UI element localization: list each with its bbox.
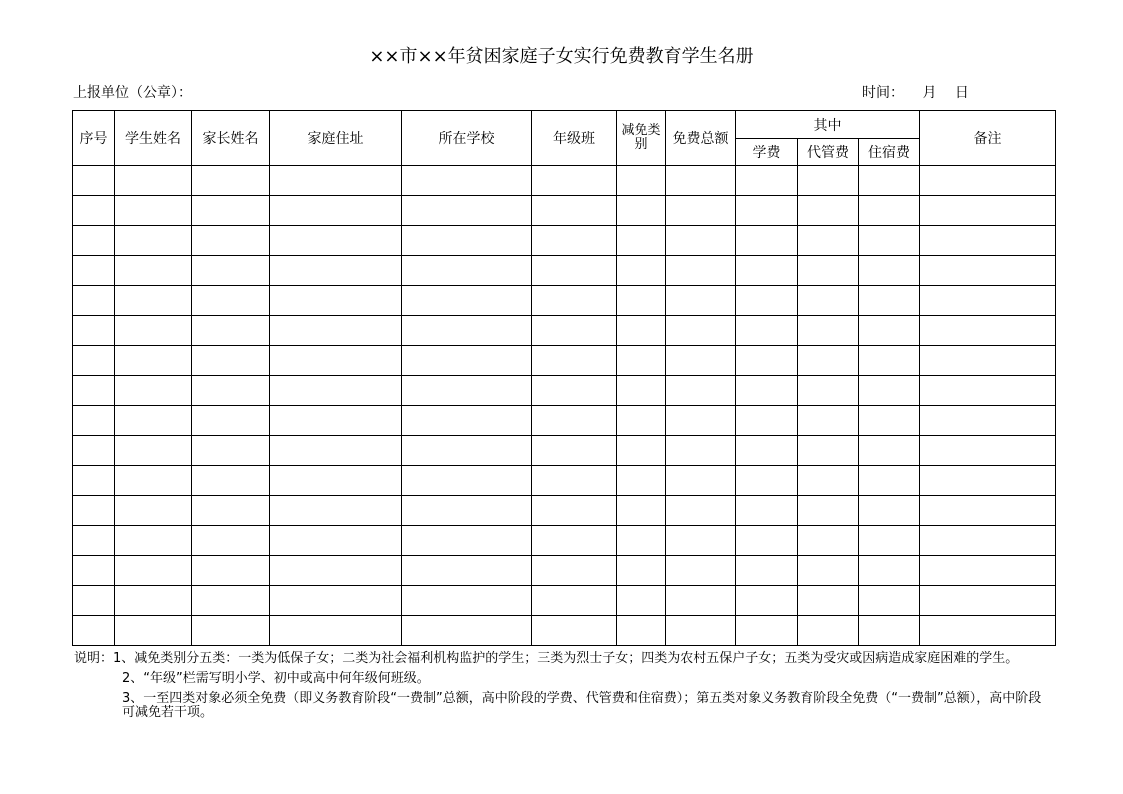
table-cell[interactable] <box>798 406 859 436</box>
col-header-grade-class: 年级班 <box>532 111 617 166</box>
col-header-parent-name: 家长姓名 <box>192 111 270 166</box>
table-cell[interactable] <box>617 316 666 346</box>
table-cell[interactable] <box>192 346 270 376</box>
table-cell[interactable] <box>115 226 192 256</box>
table-cell[interactable] <box>73 226 115 256</box>
table-cell[interactable] <box>402 436 532 466</box>
notes <box>74 652 1049 726</box>
table-cell[interactable] <box>798 496 859 526</box>
table-cell[interactable] <box>402 166 532 196</box>
table-cell[interactable] <box>115 466 192 496</box>
table-cell[interactable] <box>115 316 192 346</box>
table-row <box>73 586 1056 616</box>
table-cell[interactable] <box>270 196 402 226</box>
table-cell[interactable] <box>617 466 666 496</box>
table-cell[interactable] <box>532 436 617 466</box>
table-cell[interactable] <box>666 496 736 526</box>
table-row <box>73 496 1056 526</box>
table-cell[interactable] <box>617 166 666 196</box>
table-cell[interactable] <box>192 286 270 316</box>
table-cell[interactable] <box>270 436 402 466</box>
table-cell[interactable] <box>192 376 270 406</box>
table-cell[interactable] <box>532 586 617 616</box>
table-cell[interactable] <box>666 196 736 226</box>
table-cell[interactable] <box>798 316 859 346</box>
table-cell[interactable] <box>666 556 736 586</box>
table-cell[interactable] <box>798 616 859 646</box>
table-cell[interactable] <box>192 586 270 616</box>
table-cell[interactable] <box>402 586 532 616</box>
table-cell[interactable] <box>73 286 115 316</box>
table-cell[interactable] <box>736 436 798 466</box>
table-cell[interactable] <box>115 346 192 376</box>
table-cell[interactable] <box>73 466 115 496</box>
table-cell[interactable] <box>402 196 532 226</box>
table-cell[interactable] <box>73 346 115 376</box>
table-cell[interactable] <box>920 436 1056 466</box>
table-cell[interactable] <box>666 166 736 196</box>
note-1: 说明：1、减免类别分五类：一类为低保子女；二类为社会福利机构监护的学生；三类为烈士子女；四类为农村五保户子女；五类为受灾或因病造成家庭困难的学生。 <box>74 651 1019 666</box>
table-cell[interactable] <box>736 346 798 376</box>
table-cell[interactable] <box>798 286 859 316</box>
table-cell[interactable] <box>617 346 666 376</box>
table-cell[interactable] <box>192 406 270 436</box>
table-row <box>73 256 1056 286</box>
table-cell[interactable] <box>666 226 736 256</box>
table-cell[interactable] <box>798 226 859 256</box>
table-cell[interactable] <box>798 586 859 616</box>
table-cell[interactable] <box>73 616 115 646</box>
table-cell[interactable] <box>532 256 617 286</box>
table-cell[interactable] <box>532 616 617 646</box>
table-cell[interactable] <box>617 586 666 616</box>
table-cell[interactable] <box>192 556 270 586</box>
table-cell[interactable] <box>532 196 617 226</box>
table-cell[interactable] <box>115 556 192 586</box>
table-cell[interactable] <box>192 166 270 196</box>
table-cell[interactable] <box>920 526 1056 556</box>
table-cell[interactable] <box>73 586 115 616</box>
table-cell[interactable] <box>920 346 1056 376</box>
table-cell[interactable] <box>270 166 402 196</box>
table-cell[interactable] <box>532 496 617 526</box>
table-row <box>73 376 1056 406</box>
month-text: 月 <box>922 85 937 101</box>
table-row <box>73 616 1056 646</box>
table-cell[interactable] <box>798 436 859 466</box>
table-cell[interactable] <box>736 316 798 346</box>
table-cell[interactable] <box>666 526 736 556</box>
table-row <box>73 436 1056 466</box>
table-cell[interactable] <box>532 286 617 316</box>
table-cell[interactable] <box>402 256 532 286</box>
table-cell[interactable] <box>402 226 532 256</box>
table-cell[interactable] <box>736 286 798 316</box>
table-cell[interactable] <box>532 406 617 436</box>
table-cell[interactable] <box>920 556 1056 586</box>
table-cell[interactable] <box>73 406 115 436</box>
table-cell[interactable] <box>617 616 666 646</box>
table-cell[interactable] <box>192 256 270 286</box>
table-cell[interactable] <box>73 556 115 586</box>
table-cell[interactable] <box>798 196 859 226</box>
table-cell[interactable] <box>73 256 115 286</box>
table-cell[interactable] <box>666 466 736 496</box>
table-cell[interactable] <box>115 616 192 646</box>
table-cell[interactable] <box>859 436 920 466</box>
table-cell[interactable] <box>270 586 402 616</box>
page-title: ××市××年贫困家庭子女实行免费教育学生名册 <box>369 46 754 67</box>
table-cell[interactable] <box>617 556 666 586</box>
table-cell[interactable] <box>617 406 666 436</box>
table-cell[interactable] <box>192 436 270 466</box>
table-cell[interactable] <box>666 436 736 466</box>
table-cell[interactable] <box>617 376 666 406</box>
table-row <box>73 556 1056 586</box>
table-cell[interactable] <box>798 166 859 196</box>
table-cell[interactable] <box>798 466 859 496</box>
col-header-reduction-type: 减免类别 <box>617 111 666 166</box>
table-cell[interactable] <box>666 616 736 646</box>
table-cell[interactable] <box>920 256 1056 286</box>
table-cell[interactable] <box>115 526 192 556</box>
table-cell[interactable] <box>617 256 666 286</box>
table-cell[interactable] <box>270 256 402 286</box>
table-cell[interactable] <box>73 166 115 196</box>
table-cell[interactable] <box>920 496 1056 526</box>
table-cell[interactable] <box>736 166 798 196</box>
table-cell[interactable] <box>736 256 798 286</box>
table-cell[interactable] <box>736 226 798 256</box>
table-cell[interactable] <box>859 556 920 586</box>
col-header-index: 序号 <box>73 111 115 166</box>
table-cell[interactable] <box>617 436 666 466</box>
table-cell[interactable] <box>270 496 402 526</box>
table-cell[interactable] <box>920 166 1056 196</box>
table-cell[interactable] <box>736 586 798 616</box>
table-cell[interactable] <box>859 616 920 646</box>
student-register-table <box>72 110 1056 646</box>
table-row <box>73 166 1056 196</box>
table-cell[interactable] <box>666 406 736 436</box>
table-cell[interactable] <box>270 286 402 316</box>
table-cell[interactable] <box>115 376 192 406</box>
table-cell[interactable] <box>920 406 1056 436</box>
table-cell[interactable] <box>859 196 920 226</box>
col-header-student-name: 学生姓名 <box>115 111 192 166</box>
table-cell[interactable] <box>859 346 920 376</box>
table-cell[interactable] <box>270 226 402 256</box>
table-cell[interactable] <box>402 466 532 496</box>
table-cell[interactable] <box>617 286 666 316</box>
table-cell[interactable] <box>115 196 192 226</box>
table-cell[interactable] <box>617 496 666 526</box>
table-row <box>73 406 1056 436</box>
table-cell[interactable] <box>859 466 920 496</box>
table-cell[interactable] <box>736 406 798 436</box>
note-3: 3、一至四类对象必须全免费（即义务教育阶段“一费制”总额，高中阶段的学费、代管费和住宿费）；第五类对象义务教育阶段全免费（“一费制”总额），高中阶段可减免若干项。 <box>122 691 1042 720</box>
table-cell[interactable] <box>270 466 402 496</box>
table-cell[interactable] <box>532 316 617 346</box>
table-cell[interactable] <box>617 526 666 556</box>
table-cell[interactable] <box>736 556 798 586</box>
table-cell[interactable] <box>736 496 798 526</box>
table-cell[interactable] <box>736 466 798 496</box>
table-cell[interactable] <box>859 526 920 556</box>
table-cell[interactable] <box>115 256 192 286</box>
table-cell[interactable] <box>192 316 270 346</box>
table-cell[interactable] <box>920 286 1056 316</box>
table-cell[interactable] <box>920 616 1056 646</box>
table-cell[interactable] <box>532 166 617 196</box>
table-cell[interactable] <box>666 316 736 346</box>
table-cell[interactable] <box>402 526 532 556</box>
col-header-boarding-fee: 住宿费 <box>859 139 920 166</box>
table-cell[interactable] <box>192 466 270 496</box>
table-cell[interactable] <box>859 226 920 256</box>
table-cell[interactable] <box>859 496 920 526</box>
table-cell[interactable] <box>798 346 859 376</box>
table-row <box>73 466 1056 496</box>
col-header-custody-fee: 代管费 <box>798 139 859 166</box>
table-cell[interactable] <box>192 496 270 526</box>
table-cell[interactable] <box>798 556 859 586</box>
col-header-remarks: 备注 <box>920 111 1056 166</box>
table-cell[interactable] <box>115 166 192 196</box>
table-cell[interactable] <box>617 196 666 226</box>
table-row <box>73 196 1056 226</box>
col-header-school: 所在学校 <box>402 111 532 166</box>
table-cell[interactable] <box>402 556 532 586</box>
table-row <box>73 346 1056 376</box>
table-cell[interactable] <box>73 376 115 406</box>
table-cell[interactable] <box>532 376 617 406</box>
table-cell[interactable] <box>532 346 617 376</box>
col-header-free-total: 免费总额 <box>666 111 736 166</box>
table-cell[interactable] <box>402 346 532 376</box>
table-cell[interactable] <box>859 166 920 196</box>
day-text: 日 <box>954 85 969 101</box>
table-cell[interactable] <box>402 616 532 646</box>
table-cell[interactable] <box>532 466 617 496</box>
table-cell[interactable] <box>192 226 270 256</box>
table-cell[interactable] <box>859 256 920 286</box>
time-label <box>862 82 969 102</box>
table-cell[interactable] <box>736 376 798 406</box>
table-cell[interactable] <box>192 526 270 556</box>
table-cell[interactable] <box>920 586 1056 616</box>
table-cell[interactable] <box>859 406 920 436</box>
table-cell[interactable] <box>115 496 192 526</box>
table-cell[interactable] <box>666 376 736 406</box>
col-header-tuition: 学费 <box>736 139 798 166</box>
table-cell[interactable] <box>920 376 1056 406</box>
col-header-of-which: 其中 <box>736 111 920 139</box>
table-cell[interactable] <box>402 496 532 526</box>
table-cell[interactable] <box>270 346 402 376</box>
table-cell[interactable] <box>736 526 798 556</box>
table-cell[interactable] <box>798 526 859 556</box>
table-cell[interactable] <box>532 226 617 256</box>
table-cell[interactable] <box>920 226 1056 256</box>
table-cell[interactable] <box>666 586 736 616</box>
table-cell[interactable] <box>859 376 920 406</box>
table-cell[interactable] <box>270 556 402 586</box>
table-cell[interactable] <box>402 286 532 316</box>
table-cell[interactable] <box>532 526 617 556</box>
table-cell[interactable] <box>402 316 532 346</box>
table-cell[interactable] <box>73 496 115 526</box>
table-cell[interactable] <box>73 526 115 556</box>
table-cell[interactable] <box>666 346 736 376</box>
table-cell[interactable] <box>859 316 920 346</box>
table-row <box>73 226 1056 256</box>
table-cell[interactable] <box>402 376 532 406</box>
table-cell[interactable] <box>270 376 402 406</box>
reporting-unit-label: 上报单位（公章）： <box>73 85 192 101</box>
table-cell[interactable] <box>115 436 192 466</box>
table-cell[interactable] <box>115 586 192 616</box>
table-cell[interactable] <box>920 196 1056 226</box>
table-cell[interactable] <box>736 196 798 226</box>
table-cell[interactable] <box>270 616 402 646</box>
table-cell[interactable] <box>666 286 736 316</box>
table-row <box>73 316 1056 346</box>
note-2: 2、“年级”栏需写明小学、初中或高中何年级何班级。 <box>122 671 430 686</box>
table-cell[interactable] <box>798 256 859 286</box>
table-cell[interactable] <box>920 466 1056 496</box>
table-row <box>73 286 1056 316</box>
table-cell[interactable] <box>402 406 532 436</box>
table-cell[interactable] <box>73 436 115 466</box>
table-cell[interactable] <box>617 226 666 256</box>
table-cell[interactable] <box>798 376 859 406</box>
table-cell[interactable] <box>115 286 192 316</box>
table-cell[interactable] <box>920 316 1056 346</box>
table-cell[interactable] <box>73 316 115 346</box>
table-cell[interactable] <box>270 526 402 556</box>
table-cell[interactable] <box>859 586 920 616</box>
table-row <box>73 526 1056 556</box>
table-cell[interactable] <box>270 316 402 346</box>
table-cell[interactable] <box>73 196 115 226</box>
table-cell[interactable] <box>192 616 270 646</box>
table-cell[interactable] <box>859 286 920 316</box>
table-cell[interactable] <box>192 196 270 226</box>
table-cell[interactable] <box>115 406 192 436</box>
col-header-address: 家庭住址 <box>270 111 402 166</box>
time-text: 时间： <box>862 85 904 101</box>
table-cell[interactable] <box>666 256 736 286</box>
table-cell[interactable] <box>532 556 617 586</box>
table-cell[interactable] <box>270 406 402 436</box>
table-cell[interactable] <box>736 616 798 646</box>
